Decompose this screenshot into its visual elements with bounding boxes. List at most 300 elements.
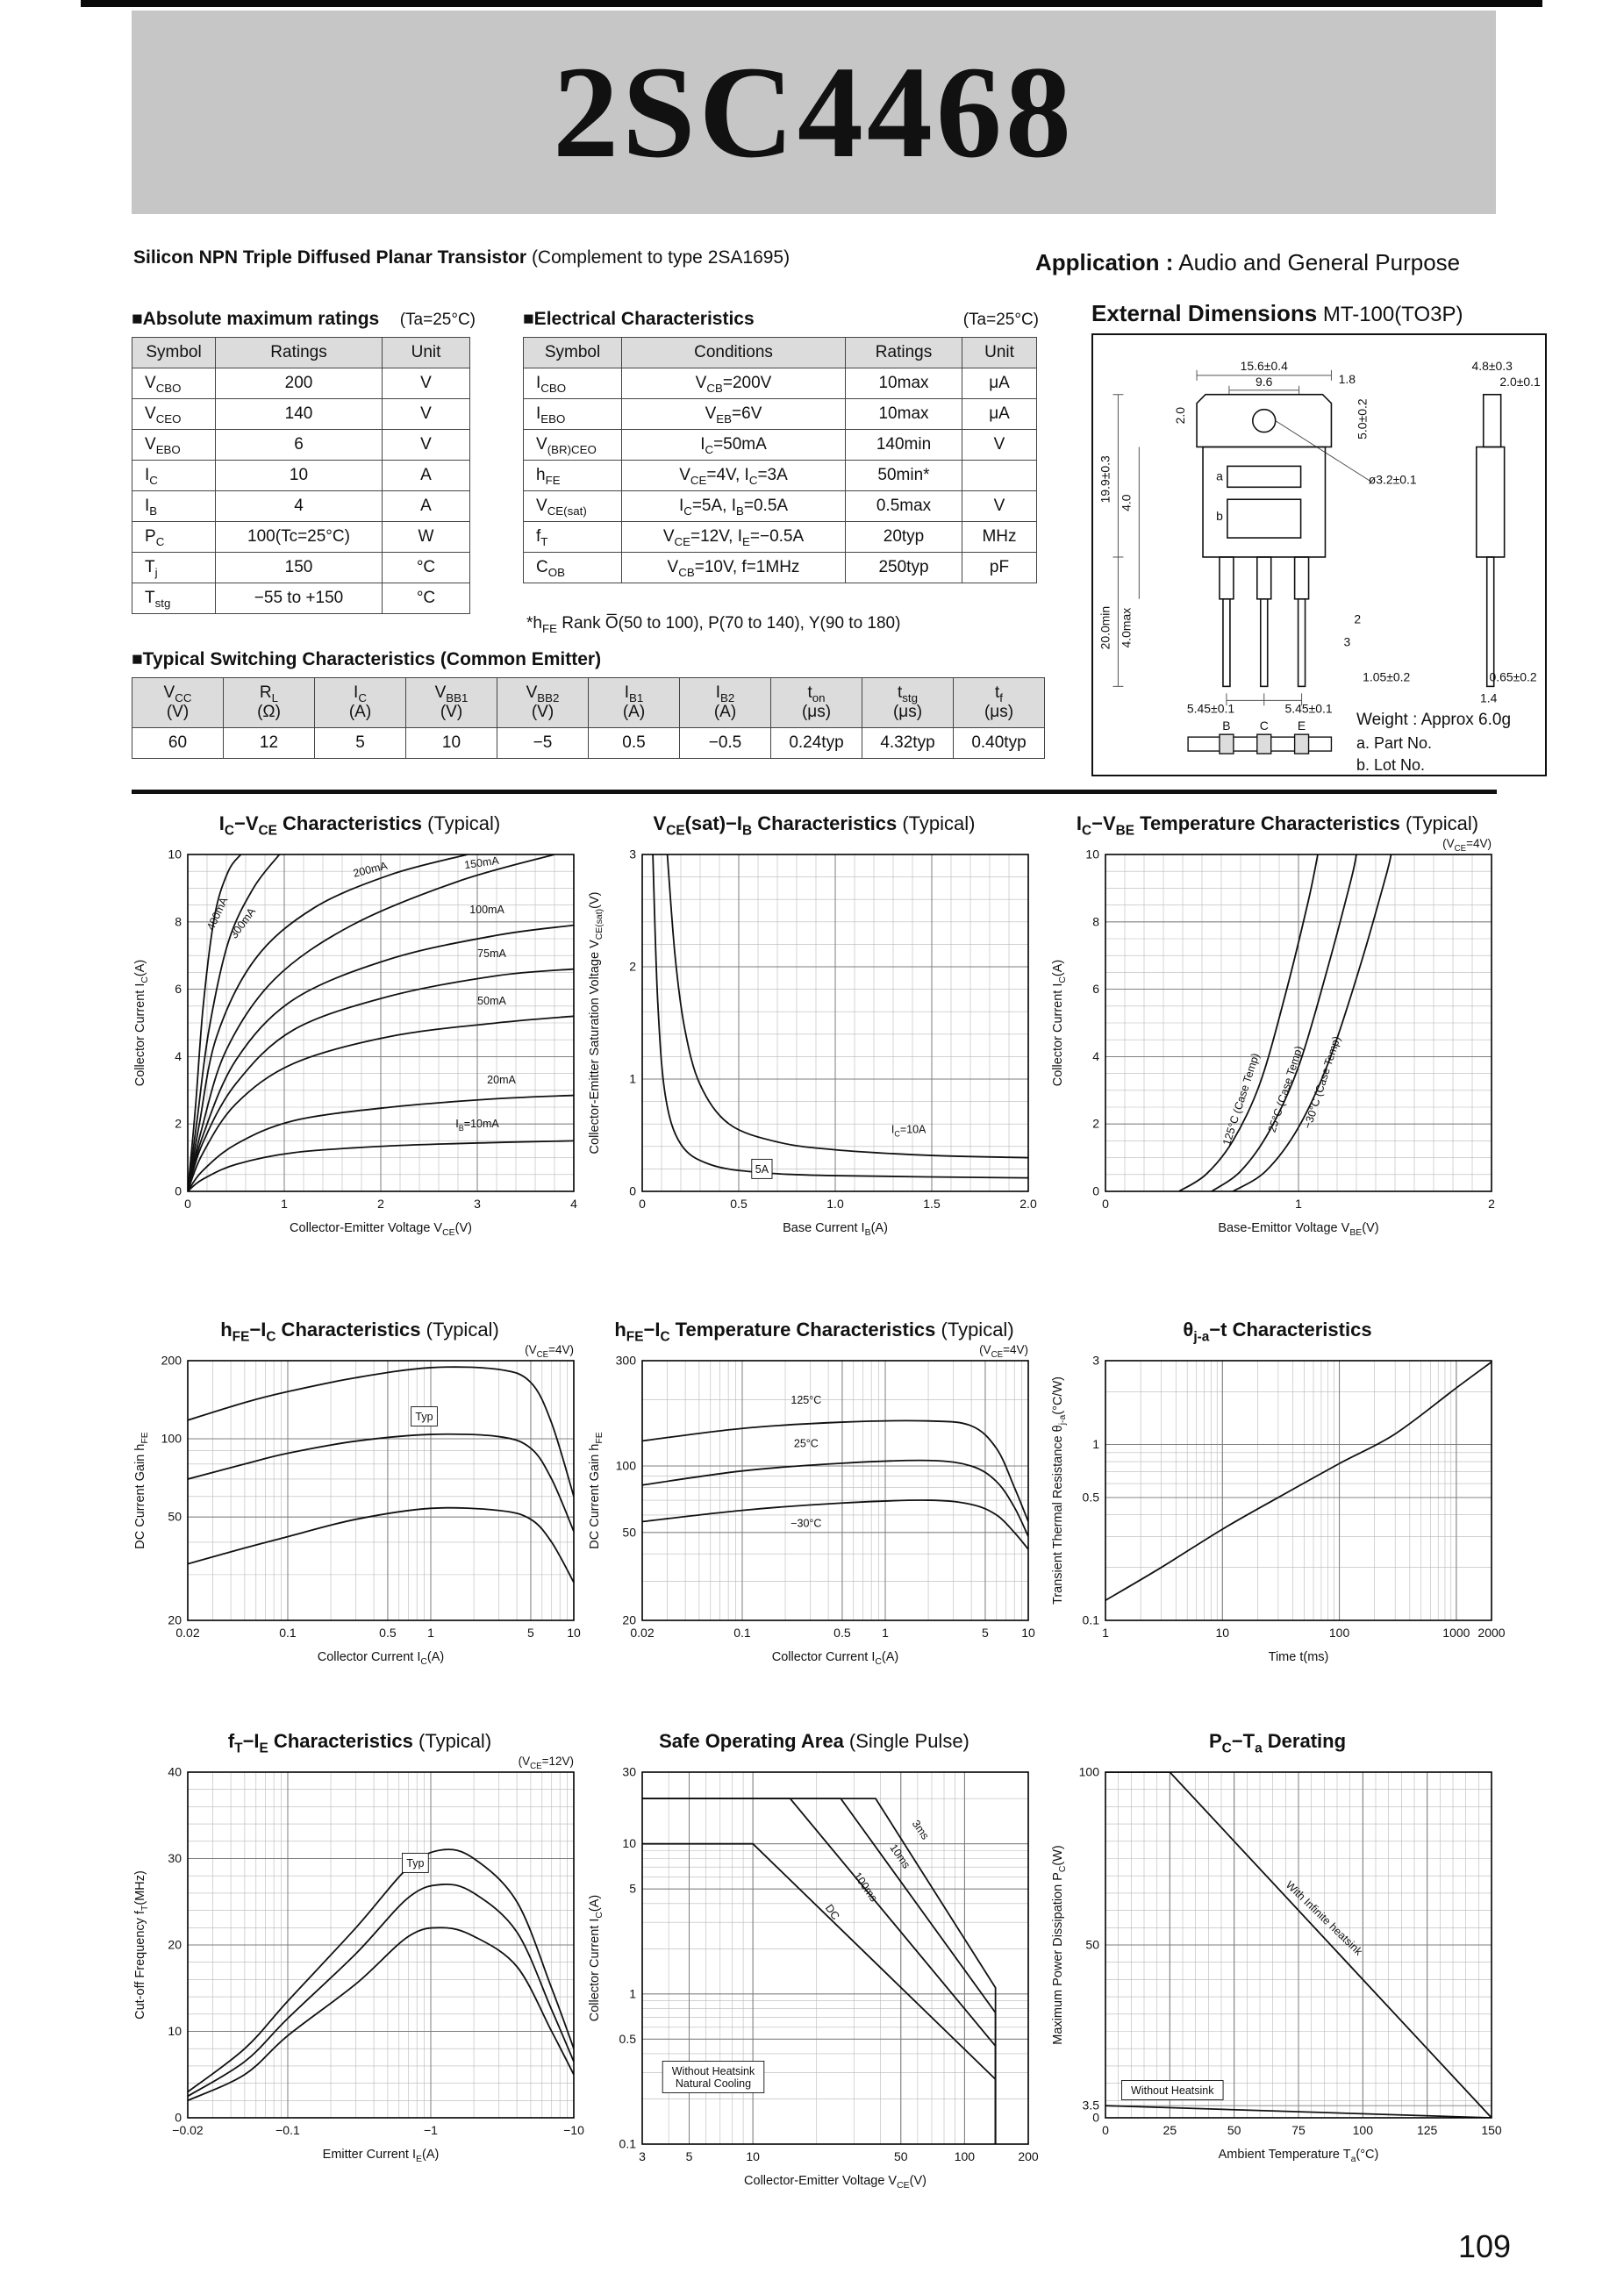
- chart-title: [586, 1730, 1042, 1755]
- chart-title-note: (Typical): [1399, 812, 1479, 834]
- table-cell: 200: [216, 368, 383, 399]
- weight-note: Weight : Approx 6.0g: [1356, 711, 1512, 729]
- col-header: $t_{stg}$ (μs): [862, 678, 954, 728]
- chart-title-main: $V_{CE}(sat)-I_B$ Characteristics: [653, 812, 898, 839]
- svg-text:1: 1: [629, 1071, 636, 1086]
- col-header: $V_{CC}$ (V): [132, 678, 224, 728]
- svg-text:4: 4: [570, 1197, 577, 1211]
- svg-text:2000: 2000: [1477, 1626, 1506, 1640]
- table-row: [524, 399, 1037, 430]
- svg-text:20: 20: [622, 1612, 636, 1627]
- svg-text:0: 0: [629, 1183, 636, 1198]
- svg-text:0: 0: [175, 2110, 182, 2125]
- svg-text:3: 3: [474, 1197, 481, 1211]
- svg-text:0: 0: [175, 1183, 182, 1198]
- chart-title-main: $f_T-I_E$ Characteristics: [227, 1730, 413, 1756]
- col-header: Unit: [962, 338, 1037, 368]
- svg-text:Collector-Emitter Voltage VCE(: Collector-Emitter Voltage $V_{CE}(V)$: [744, 2174, 926, 2191]
- svg-text:1: 1: [281, 1197, 288, 1211]
- section-divider: [132, 790, 1497, 794]
- device-description-bold: Silicon NPN Triple Diffused Planar Transistor: [133, 247, 527, 268]
- table-row: [132, 461, 470, 491]
- electrical-characteristics-table: [523, 337, 1037, 583]
- svg-text:IC=10A: $I_C=10A$: [891, 1123, 926, 1139]
- col-header: Ratings: [846, 338, 962, 368]
- svg-text:200mA: 200mA: [352, 859, 389, 880]
- chart-svg-hfeictemp: [586, 1343, 1042, 1669]
- svg-text:25°C: 25°C: [793, 1437, 819, 1450]
- page-number: 109: [1458, 2228, 1512, 2264]
- svg-text:−1: −1: [423, 2123, 438, 2137]
- external-dimensions-label: External Dimensions: [1091, 300, 1318, 326]
- chart-svg-icvce: [132, 837, 588, 1240]
- svg-text:4.0: 4.0: [1119, 494, 1134, 511]
- grid-minor: [642, 1361, 1028, 1620]
- svg-text:1.5: 1.5: [923, 1197, 941, 1211]
- svg-text:200: 200: [1018, 2149, 1039, 2163]
- chart-title: [132, 1730, 588, 1755]
- table-cell: 150: [216, 553, 383, 583]
- svg-text:Collector Current IC(A): Collector Current $I_C(A)$: [588, 1894, 605, 2022]
- col-header: $R_L$ (Ω): [224, 678, 315, 728]
- chart-title: [1049, 1730, 1506, 1755]
- svg-text:0: 0: [1102, 2123, 1109, 2137]
- svg-text:(VCE=4V): $(V_{CE}=4V)$: [979, 1343, 1028, 1360]
- chart-plot: [586, 1343, 1042, 1674]
- svg-text:0.65±0.2: 0.65±0.2: [1489, 669, 1537, 684]
- table-row: [132, 553, 470, 583]
- package-footprint-view: [1188, 734, 1331, 754]
- table-row: [524, 491, 1037, 522]
- svg-text:2: 2: [377, 1197, 384, 1211]
- table-cell: $I_{CBO}$: [524, 368, 622, 399]
- table-cell: $I_{EBO}$: [524, 399, 622, 430]
- svg-text:Transient Thermal Resistance θ: Transient Thermal Resistance $\theta_{j-a}(^\circ C/W)$: [1051, 1376, 1068, 1605]
- chart-title-main: $I_C-V_{CE}$ Characteristics: [218, 812, 422, 839]
- svg-text:b: b: [1216, 509, 1223, 524]
- device-description-complement: (Complement to type 2SA1695): [526, 247, 791, 268]
- svg-text:5: 5: [982, 1626, 989, 1640]
- external-dimensions-box: [1091, 333, 1547, 776]
- svg-text:0.5: 0.5: [730, 1197, 748, 1211]
- chart-ft-ie: [132, 1730, 588, 2171]
- table-cell: 5: [315, 728, 406, 759]
- table-row: [132, 368, 470, 399]
- chart-title-main: $\theta_{j-a}-t$ Characteristics: [1183, 1319, 1372, 1345]
- svg-text:1: 1: [1102, 1626, 1109, 1640]
- table-cell: 0.24typ: [771, 728, 862, 759]
- svg-text:100: 100: [954, 2149, 976, 2163]
- chart-title-main: $h_{FE}-I_C$ Temperature Characteristics: [614, 1319, 936, 1345]
- annotations: [791, 1394, 821, 1530]
- col-header: Unit: [383, 338, 470, 368]
- svg-text:50mA: 50mA: [477, 994, 506, 1007]
- table-cell: 60: [132, 728, 224, 759]
- series: [188, 1367, 574, 1583]
- svg-text:E: E: [1297, 719, 1306, 733]
- svg-text:0.5: 0.5: [619, 2031, 636, 2046]
- svg-text:Collector Current IC(A): Collector Current $I_C(A)$: [317, 1650, 445, 1667]
- svg-text:2.0±0.1: 2.0±0.1: [1499, 374, 1541, 389]
- plot-frame: [1105, 1361, 1492, 1620]
- svg-text:50: 50: [893, 2149, 908, 2163]
- chart-title-note: (Single Pulse): [843, 1730, 969, 1752]
- chart-ic-vbe-temp: [1049, 812, 1506, 1245]
- svg-text:75: 75: [1291, 2123, 1306, 2137]
- col-header: $t_{on}$ (μs): [771, 678, 862, 728]
- svg-text:8: 8: [175, 914, 182, 929]
- table-row: [524, 430, 1037, 461]
- header-row: [132, 678, 1045, 728]
- svg-text:8: 8: [1092, 914, 1099, 929]
- chart-ic-vce: [132, 812, 588, 1245]
- svg-text:Collector-Emitter Voltage VCE(: Collector-Emitter Voltage $V_{CE}(V)$: [290, 1221, 472, 1238]
- chart-title-main: $I_C-V_{BE}$ Temperature Characteristics: [1076, 812, 1400, 839]
- svg-text:Cut-off Frequency fT(MHz): Cut-off Frequency $f_T(MHz)$: [133, 1870, 150, 2020]
- table-cell: V: [383, 399, 470, 430]
- table-cell: 20typ: [846, 522, 962, 553]
- external-dimensions-title: [1091, 300, 1463, 327]
- svg-text:DC Current Gain hFE: DC Current Gain $h_{FE}$: [588, 1432, 605, 1549]
- application-line: [1035, 249, 1460, 276]
- table-cell: 10: [216, 461, 383, 491]
- table-cell: $V_{EBO}$: [132, 430, 216, 461]
- table-row: [132, 399, 470, 430]
- svg-text:DC: DC: [822, 1902, 842, 1922]
- svg-text:300: 300: [615, 1353, 636, 1368]
- device-description: [133, 247, 790, 268]
- svg-text:Collector Current IC(A): Collector Current $I_C(A)$: [133, 959, 150, 1087]
- svg-text:Base Current IB(A): Base Current $I_B(A)$: [783, 1221, 888, 1238]
- section-condition: (Ta=25°C): [962, 311, 1039, 329]
- svg-text:100mA: 100mA: [469, 904, 504, 917]
- section-switching-characteristics: [132, 649, 798, 670]
- chart-plot: [586, 837, 1042, 1245]
- svg-text:100: 100: [161, 1431, 182, 1446]
- svg-text:2: 2: [175, 1116, 182, 1131]
- table-row: [132, 491, 470, 522]
- svg-text:2: 2: [629, 959, 636, 974]
- chart-svg-pcta: [1049, 1755, 1506, 2167]
- annotations: [752, 1123, 926, 1178]
- svg-text:19.9±0.3: 19.9±0.3: [1098, 455, 1112, 504]
- grid-minor: [188, 1361, 574, 1620]
- svg-text:300mA: 300mA: [227, 905, 259, 941]
- svg-text:100: 100: [1078, 1764, 1099, 1779]
- svg-text:(VCE=4V): $(V_{CE}=4V)$: [1442, 837, 1492, 854]
- svg-text:20: 20: [168, 1937, 182, 1952]
- svg-text:15.6±0.4: 15.6±0.4: [1240, 358, 1288, 373]
- svg-text:30: 30: [622, 1764, 636, 1779]
- chart-pc-ta: [1049, 1730, 1506, 2171]
- chart-title: [132, 812, 588, 837]
- svg-text:0: 0: [1092, 2110, 1099, 2125]
- section-title: ■Absolute maximum ratings: [132, 309, 380, 329]
- col-header: $V_{BB1}$ (V): [406, 678, 497, 728]
- svg-text:0.5: 0.5: [833, 1626, 851, 1640]
- svg-text:Emitter Current IE(A): Emitter Current $I_E(A)$: [322, 2148, 440, 2164]
- svg-text:(VCE=12V): $(V_{CE}=12V)$: [518, 1755, 574, 1771]
- chart-title-main: $P_C-T_a$ Derating: [1208, 1730, 1347, 1756]
- grid-minor: [1105, 1361, 1492, 1620]
- svg-text:1: 1: [1295, 1197, 1302, 1211]
- svg-text:9.6: 9.6: [1256, 374, 1273, 389]
- svg-text:6: 6: [1092, 982, 1099, 997]
- svg-text:1: 1: [427, 1626, 434, 1640]
- svg-text:2: 2: [1354, 611, 1362, 626]
- svg-text:125°C: 125°C: [791, 1393, 822, 1406]
- electrical-characteristics: [523, 337, 1037, 583]
- header-band: [132, 11, 1496, 214]
- annotations: [662, 1818, 931, 2092]
- svg-text:5.0±0.2: 5.0±0.2: [1355, 398, 1370, 440]
- svg-text:a: a: [1216, 468, 1223, 483]
- hfe-rank-footnote: $*h_{FE}$ Rank O̅(50 to 100), P(70 to 140), Y(90 to 180): [526, 614, 901, 635]
- table-cell: $I_C=5A$, $I_B=0.5A$: [622, 491, 846, 522]
- col-header: $I_{B2}$ (A): [680, 678, 771, 728]
- svg-text:2.0: 2.0: [1019, 1197, 1037, 1211]
- svg-text:10: 10: [1085, 847, 1099, 862]
- table-cell: μA: [962, 368, 1037, 399]
- table-cell: 250typ: [846, 553, 962, 583]
- chart-svg-ftie: [132, 1755, 588, 2167]
- svg-text:10: 10: [622, 1836, 636, 1851]
- table-cell: $V_{CB}=10V$, f=1MHz: [622, 553, 846, 583]
- part-number-title: 2SC4468: [553, 39, 1075, 185]
- table-row: [524, 522, 1037, 553]
- svg-text:10: 10: [1215, 1626, 1230, 1640]
- grid-major: [188, 1361, 574, 1620]
- svg-text:−0.1: −0.1: [275, 2123, 300, 2137]
- svg-text:Base-Emittor Voltage VBE(V): Base-Emittor Voltage $V_{BE}(V)$: [1218, 1221, 1379, 1238]
- svg-text:10ms: 10ms: [887, 1841, 913, 1871]
- table-cell: $V_{CEO}$: [132, 399, 216, 430]
- table-cell: 10: [406, 728, 497, 759]
- svg-text:B: B: [1222, 719, 1231, 733]
- table-cell: A: [383, 491, 470, 522]
- svg-text:4.0max: 4.0max: [1119, 607, 1134, 648]
- svg-text:−30°C: −30°C: [791, 1517, 822, 1530]
- table-cell: V: [962, 491, 1037, 522]
- section-title: ■Typical Switching Characteristics (Common Emitter): [132, 649, 602, 669]
- chart-title: [132, 1319, 588, 1343]
- chart-title-note: (Typical): [412, 1730, 492, 1752]
- chart-title: [1049, 812, 1506, 837]
- svg-text:0.1: 0.1: [1082, 1612, 1099, 1627]
- series: [188, 1849, 574, 2100]
- chart-hfe-ic: [132, 1319, 588, 1674]
- svg-text:3: 3: [629, 847, 636, 862]
- svg-text:10: 10: [1021, 1626, 1035, 1640]
- table-row: [132, 583, 470, 614]
- table-cell: $V_{(BR)CEO}$: [524, 430, 622, 461]
- chart-plot: [1049, 1755, 1506, 2171]
- svg-text:40: 40: [168, 1764, 182, 1779]
- svg-text:1.4: 1.4: [1480, 690, 1498, 705]
- svg-text:0.02: 0.02: [630, 1626, 655, 1640]
- svg-text:3: 3: [1343, 634, 1351, 649]
- svg-text:1: 1: [1092, 1437, 1099, 1452]
- chart-title-main: Safe Operating Area: [659, 1730, 844, 1752]
- svg-text:0: 0: [639, 1197, 646, 1211]
- table-cell: A: [383, 461, 470, 491]
- dimension-labels: [1098, 359, 1541, 733]
- svg-text:10: 10: [168, 847, 182, 862]
- svg-text:0.5: 0.5: [1082, 1490, 1099, 1505]
- col-header: Conditions: [622, 338, 846, 368]
- table-cell: 0.5max: [846, 491, 962, 522]
- svg-text:10: 10: [746, 2149, 760, 2163]
- svg-text:With Infinite heatsink: With Infinite heatsink: [1283, 1878, 1365, 1958]
- annotations: [204, 854, 516, 1133]
- table-cell: 0.5: [589, 728, 680, 759]
- section-title: ■Electrical Characteristics: [523, 309, 755, 329]
- table-cell: MHz: [962, 522, 1037, 553]
- chart-title: [1049, 1319, 1506, 1343]
- table-cell: 10max: [846, 368, 962, 399]
- chart-plot: [586, 1755, 1042, 2198]
- application-value: Audio and General Purpose: [1173, 249, 1461, 275]
- switching-characteristics-table: [132, 677, 1045, 759]
- svg-text:−10: −10: [563, 2123, 584, 2137]
- chart-title-note: (Typical): [935, 1319, 1014, 1341]
- svg-text:150mA: 150mA: [463, 854, 500, 872]
- section-condition: (Ta=25°C): [399, 311, 476, 329]
- chart-title-note: (Typical): [897, 812, 976, 834]
- svg-text:1.05±0.2: 1.05±0.2: [1363, 669, 1411, 684]
- svg-text:5: 5: [527, 1626, 534, 1640]
- header-row: [132, 338, 470, 368]
- svg-text:−0.02: −0.02: [172, 2123, 204, 2137]
- svg-text:2: 2: [1488, 1197, 1495, 1211]
- chart-svg-icvbe: [1049, 837, 1506, 1240]
- chart-title: [586, 812, 1042, 837]
- annotations: [402, 1853, 428, 1872]
- table-cell: 4.32typ: [862, 728, 954, 759]
- table-cell: 140: [216, 399, 383, 430]
- svg-text:ø3.2±0.1: ø3.2±0.1: [1368, 472, 1417, 487]
- table-cell: $V_{CE}=4V$, $I_C=3A$: [622, 461, 846, 491]
- svg-text:25: 25: [1163, 2123, 1177, 2137]
- table-cell: °C: [383, 553, 470, 583]
- annotations: [411, 1407, 438, 1426]
- svg-text:6: 6: [175, 982, 182, 997]
- series: [642, 1420, 1028, 1548]
- svg-text:Without HeatsinkNatural Coolin: Without Heatsink Natural Cooling: [671, 2064, 755, 2090]
- chart-title-note: (Typical): [422, 812, 501, 834]
- col-header: $V_{BB2}$ (V): [497, 678, 589, 728]
- package-side-view: [1477, 395, 1505, 687]
- table-cell: pF: [962, 553, 1037, 583]
- table-cell: V: [383, 430, 470, 461]
- svg-text:100ms: 100ms: [851, 1870, 880, 1905]
- svg-text:3: 3: [1092, 1353, 1099, 1368]
- table-row: [132, 522, 470, 553]
- svg-text:2.0: 2.0: [1173, 406, 1188, 425]
- svg-text:Without Heatsink: Without Heatsink: [1131, 2084, 1214, 2097]
- table-cell: °C: [383, 583, 470, 614]
- svg-text:5: 5: [629, 1881, 636, 1896]
- table-cell: $I_B$: [132, 491, 216, 522]
- svg-text:0.1: 0.1: [279, 1626, 297, 1640]
- table-cell: −0.5: [680, 728, 771, 759]
- part-no-note: a. Part No.: [1356, 733, 1433, 752]
- table-cell: 50min*: [846, 461, 962, 491]
- table-cell: $V_{CBO}$: [132, 368, 216, 399]
- svg-text:1000: 1000: [1442, 1626, 1470, 1640]
- svg-text:10: 10: [168, 2024, 182, 2038]
- svg-text:50: 50: [622, 1525, 636, 1540]
- series: [1105, 1362, 1492, 1600]
- svg-text:4: 4: [1092, 1048, 1099, 1063]
- svg-text:5: 5: [685, 2149, 693, 2163]
- chart-title-main: $h_{FE}-I_C$ Characteristics: [220, 1319, 421, 1345]
- svg-text:0: 0: [184, 1197, 191, 1211]
- switching-characteristics: [132, 677, 1045, 759]
- svg-text:125°C (Case Temp): 125°C (Case Temp): [1220, 1051, 1263, 1148]
- svg-text:20.0min: 20.0min: [1098, 605, 1112, 650]
- chart-svg-soa: [586, 1755, 1042, 2193]
- svg-text:1.0: 1.0: [826, 1197, 844, 1211]
- table-cell: $h_{FE}$: [524, 461, 622, 491]
- table-cell: $T_{stg}$: [132, 583, 216, 614]
- svg-text:0: 0: [1092, 1183, 1099, 1198]
- chart-title-note: (Typical): [420, 1319, 499, 1341]
- chart-plot: [132, 1755, 588, 2171]
- table-row: [524, 461, 1037, 491]
- chart-plot: [132, 837, 588, 1245]
- table-cell: [962, 461, 1037, 491]
- table-row: [132, 430, 470, 461]
- svg-text:1.8: 1.8: [1338, 371, 1356, 386]
- table-cell: 100(Tc=25°C): [216, 522, 383, 553]
- table-cell: W: [383, 522, 470, 553]
- table-cell: $V_{EB}=6V$: [622, 399, 846, 430]
- svg-text:100: 100: [615, 1458, 636, 1473]
- table-row: [132, 728, 1045, 759]
- svg-text:2: 2: [1092, 1116, 1099, 1131]
- svg-text:5.45±0.1: 5.45±0.1: [1186, 701, 1235, 716]
- table-cell: $f_T$: [524, 522, 622, 553]
- svg-text:400mA: 400mA: [204, 895, 231, 933]
- svg-text:10: 10: [567, 1626, 581, 1640]
- svg-text:Collector Current IC(A): Collector Current $I_C(A)$: [1051, 959, 1068, 1087]
- svg-text:IB=10mA: $I_B=10mA$: [455, 1118, 499, 1133]
- svg-text:0.5: 0.5: [379, 1626, 397, 1640]
- svg-text:(VCE=4V): $(V_{CE}=4V)$: [525, 1343, 574, 1360]
- svg-text:5A: 5A: [755, 1162, 769, 1176]
- package-front-view: [1197, 395, 1331, 687]
- table-cell: $P_C$: [132, 522, 216, 553]
- svg-text:4.8±0.3: 4.8±0.3: [1471, 358, 1513, 373]
- chart-plot: [1049, 837, 1506, 1245]
- table-cell: V: [962, 430, 1037, 461]
- table-cell: μA: [962, 399, 1037, 430]
- svg-text:150: 150: [1481, 2123, 1502, 2137]
- svg-text:1: 1: [629, 1986, 636, 2001]
- svg-text:200: 200: [161, 1353, 182, 1368]
- col-header: $t_f$ (μs): [954, 678, 1045, 728]
- table-cell: 10max: [846, 399, 962, 430]
- svg-text:0.1: 0.1: [619, 2136, 636, 2151]
- svg-text:C: C: [1259, 719, 1269, 733]
- svg-text:0.02: 0.02: [175, 1626, 200, 1640]
- header-row: [524, 338, 1037, 368]
- svg-text:DC Current Gain hFE: DC Current Gain $h_{FE}$: [133, 1432, 150, 1549]
- svg-text:Time t(ms): Time t(ms): [1268, 1650, 1329, 1664]
- package-notes: [1356, 709, 1511, 776]
- series: [653, 854, 1028, 1178]
